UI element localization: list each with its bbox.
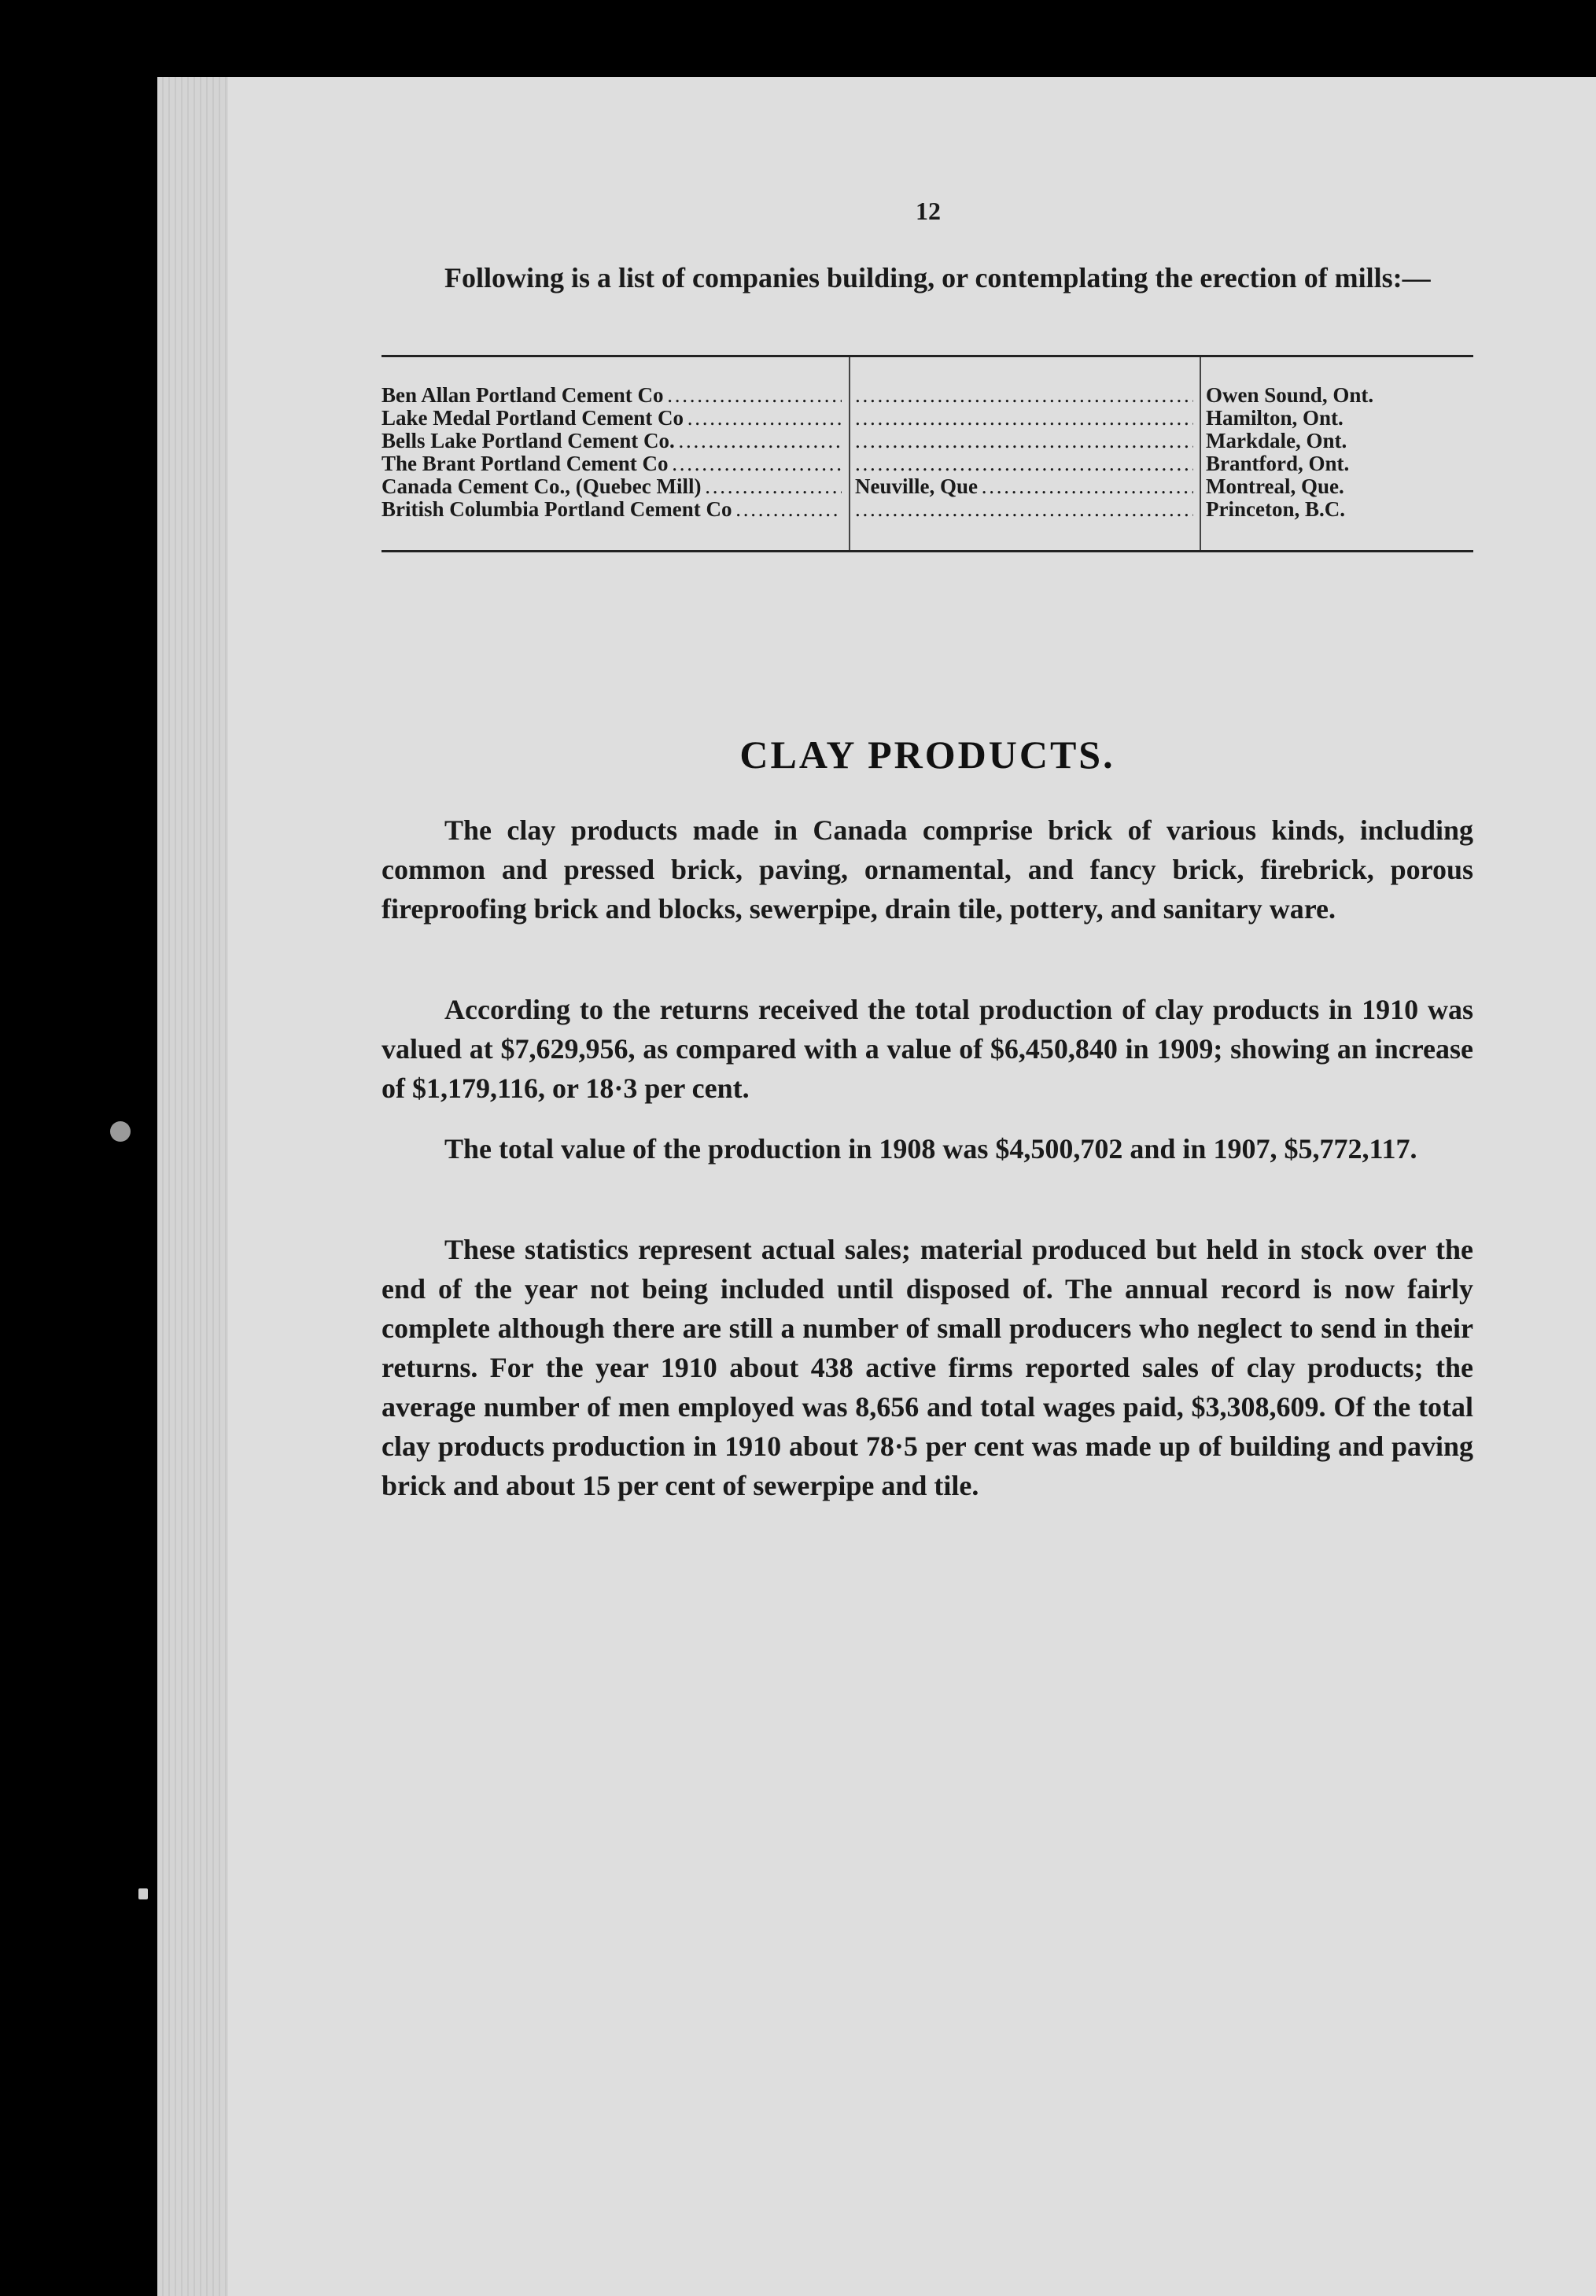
table-row [381, 452, 1473, 475]
table-row [381, 430, 1473, 452]
company-location: Brantford, Ont. [1206, 452, 1350, 475]
company-location: Princeton, B.C. [1206, 498, 1345, 521]
company-location: Owen Sound, Ont. [1206, 384, 1374, 407]
company-location: Montreal, Que. [1206, 475, 1344, 498]
table-row [381, 407, 1473, 430]
company-name: Lake Medal Portland Cement Co [381, 407, 684, 430]
paragraph: According to the returns received the total production of clay products in 1910 was valued at $7,629,956, as compared with a value of $6,450,840 in 1909; showing an increase of $1,179,116, or 18·3 per cent. [381, 994, 1473, 1104]
company-name: Bells Lake Portland Cement Co. [381, 430, 675, 452]
mill-site: Neuville, Que [855, 475, 978, 498]
paragraph: The clay products made in Canada comprise brick of various kinds, including common and pressed brick, paving, ornamental, and fancy brick, firebrick, porous fireproofing brick and blocks, sewerpipe, drain tile, pottery, and sanitary ware. [381, 814, 1473, 925]
table-row [381, 498, 1473, 521]
company-name: Canada Cement Co., (Quebec Mill) [381, 475, 702, 498]
scan-speck [110, 1121, 131, 1142]
scan-speck [138, 1888, 148, 1899]
mills-table [381, 355, 1473, 552]
table-row [381, 384, 1473, 407]
company-name: The Brant Portland Cement Co [381, 452, 669, 475]
paragraph: These statistics represent actual sales; material produced but held in stock over the end of the year not being included until disposed of. The annual record is now fairly complete although there are still a number of small producers who neglect to send in their returns. For the year 1910 about 438 active firms reported sales of clay products; the average number of men employed was 8,656 and total wages paid, $3,308,609. Of the total clay products production in 1910 about 78·5 per cent was made up of building and paving brick and about 15 per cent of sewerpipe and tile. [381, 1234, 1473, 1501]
table-row [381, 475, 1473, 498]
page-number: 12 [916, 197, 941, 225]
company-name: Ben Allan Portland Cement Co [381, 384, 664, 407]
company-location: Markdale, Ont. [1206, 430, 1347, 452]
company-name: British Columbia Portland Cement Co [381, 498, 732, 521]
paragraph: The total value of the production in 1908 was $4,500,702 and in 1907, $5,772,117. [444, 1133, 1417, 1165]
company-location: Hamilton, Ont. [1206, 407, 1344, 430]
page-stack-edge [157, 77, 228, 2296]
intro-text: Following is a list of companies building, or contemplating the erection of mills:— [444, 262, 1431, 293]
section-heading: CLAY PRODUCTS. [739, 733, 1115, 777]
